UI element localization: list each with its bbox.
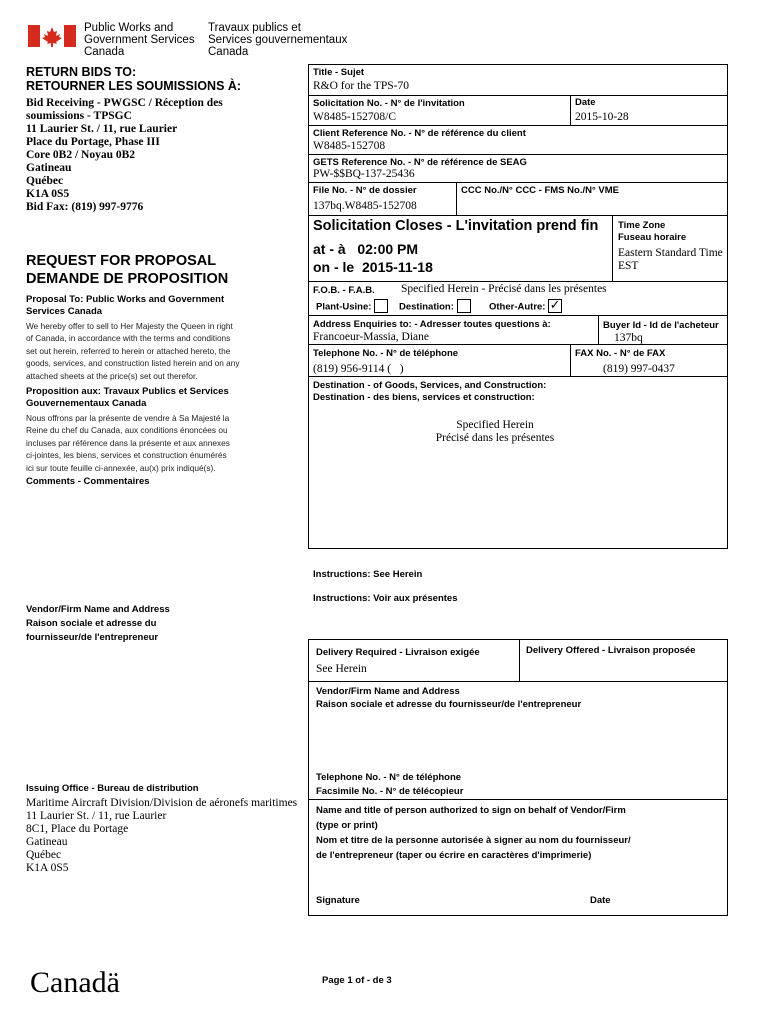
proposition-aux-text: Nous offrons par la présente de vendre à Sa Majesté la Reine du chef du Canada, aux conditions énoncées ou incluses par référence dans la présente et aux annexes ci-jointes, les biens, services et construction énumérés ici sur toute feuille ci-annexée, au(x) prix indiqué(s). <box>26 413 230 473</box>
delivery-required-label: Delivery Required - Livraison exigée <box>316 647 480 658</box>
vendor-firm-label-left: Vendor/Firm Name and Address Raison sociale et adresse du fournisseur/de l'entrepreneur <box>26 604 170 643</box>
delivery-required-value: See Herein <box>316 663 367 675</box>
buyer-id-label: Buyer Id - Id de l'acheteur <box>603 320 719 331</box>
canada-flag-icon <box>28 25 76 47</box>
address-enquiries-value: Francoeur-Massia, Diane <box>313 331 430 343</box>
plant-usine-checkbox[interactable] <box>374 299 388 313</box>
client-reference-value: W8485-152708 <box>313 140 386 152</box>
other-autre-option: Other-Autre: ✓ <box>489 298 561 313</box>
department-name-en: Public Works and Government Services Canada <box>84 22 195 58</box>
file-no-value: 137bq.W8485-152708 <box>313 200 417 212</box>
fob-value: Specified Herein - Précisé dans les présentes <box>401 283 607 295</box>
solicitation-no-value: W8485-152708/C <box>313 111 397 123</box>
checkmark-icon: ✓ <box>549 298 561 313</box>
closing-time: at - à 02:00 PM <box>313 241 419 257</box>
ccc-no-label: CCC No./N° CCC - FMS No./N° VME <box>461 185 620 196</box>
instructions-fr: Instructions: Voir aux présentes <box>313 593 458 604</box>
request-for-proposal-title: REQUEST FOR PROPOSAL DEMANDE DE PROPOSITION <box>26 253 229 287</box>
comments-label: Comments - Commentaires <box>26 476 150 487</box>
title-value: R&O for the TPS-70 <box>313 80 409 92</box>
client-reference-label: Client Reference No. - N° de référence du client <box>313 128 526 139</box>
fax-value: (819) 997-0437 <box>603 363 675 375</box>
phone-fax-labels: Telephone No. - N° de téléphone Facsimile No. - N° de télécopieur <box>316 772 464 797</box>
date-label: Date <box>575 97 596 108</box>
fax-label: FAX No. - N° de FAX <box>575 348 666 359</box>
closing-date: on - le 2015-11-18 <box>313 259 433 275</box>
title-label: Title - Sujet <box>313 67 365 78</box>
destination-option: Destination: <box>399 300 471 314</box>
telephone-label: Telephone No. - N° de téléphone <box>313 348 459 359</box>
gets-reference-value: PW-$$BQ-137-25436 <box>313 168 415 180</box>
delivery-offered-label: Delivery Offered - Livraison proposée <box>526 645 696 656</box>
address-enquiries-label: Address Enquiries to: - Adresser toutes questions à: <box>313 319 551 330</box>
instructions-en: Instructions: See Herein <box>313 569 423 580</box>
gets-reference-label: GETS Reference No. - N° de référence de SEAG <box>313 157 527 168</box>
time-zone-label: Time Zone Fuseau horaire <box>618 220 687 243</box>
return-bids-address: Bid Receiving - PWGSC / Réception des soumissions - TPSGC 11 Laurier St. / 11, rue Laurier Place du Portage, Phase III Core 0B2 / Noyau 0B2 Gatineau Québec K1A 0S5 Bid Fax: (819) 997-9776 <box>26 97 223 213</box>
return-bids-title: RETURN BIDS TO: RETOURNER LES SOUMISSIONS À: <box>26 65 242 93</box>
solicitation-no-label: Solicitation No. - N° de l'invitation <box>313 98 465 109</box>
vendor-firm-label: Vendor/Firm Name and Address Raison sociale et adresse du fournisseur/de l'entrepreneur <box>316 686 582 710</box>
plant-usine-option: Plant-Usine: <box>316 300 388 314</box>
fob-label: F.O.B. - F.A.B. <box>313 285 375 296</box>
canada-wordmark: Canadä <box>30 966 120 999</box>
solicitation-closes-title: Solicitation Closes - L'invitation prend fin <box>313 218 599 234</box>
date-value: 2015-10-28 <box>575 111 629 123</box>
destination-checkbox[interactable] <box>457 299 471 313</box>
authorized-person-label: Name and title of person authorized to sign on behalf of Vendor/Firm (type or print) Nom et titre de la personne autorisée à signer au nom du fournisseur/ de l'entrepreneur (taper ou écrire en caractères d'imprimerie) <box>316 805 631 861</box>
destination-goods-value: Specified Herein Précisé dans les présentes <box>435 419 555 444</box>
signature-label: Signature <box>316 895 360 906</box>
telephone-value: (819) 956-9114 ( ) <box>313 363 404 375</box>
buyer-id-value: 137bq <box>614 332 643 344</box>
file-no-label: File No. - N° de dossier <box>313 185 417 196</box>
page-number: Page 1 of - de 3 <box>322 975 392 986</box>
department-name-fr: Travaux publics et Services gouvernementaux Canada <box>208 22 348 58</box>
proposal-to-text: We hereby offer to sell to Her Majesty the Queen in right of Canada, in accordance with the terms and conditions set out herein, referred to herein or attached hereto, the goods, services, and construction listed herein and on any attached sheets at the price(s) set out therefor. <box>26 321 240 381</box>
proposal-to-label: Proposal To: Public Works and Government Services Canada <box>26 294 225 317</box>
issuing-office-address: Maritime Aircraft Division/Division de aéronefs maritimes 11 Laurier St. / 11, rue Laurier 8C1, Place du Portage Gatineau Québec K1A 0S5 <box>26 797 298 874</box>
signature-date-label: Date <box>590 895 611 906</box>
proposition-aux-label: Proposition aux: Travaux Publics et Services Gouvernementaux Canada <box>26 386 229 409</box>
time-zone-value: Eastern Standard Time EST <box>618 247 723 272</box>
other-autre-checkbox[interactable] <box>548 299 562 313</box>
issuing-office-label: Issuing Office - Bureau de distribution <box>26 783 199 794</box>
destination-goods-label: Destination - of Goods, Services, and Construction: Destination - des biens, services et construction: <box>313 380 547 403</box>
